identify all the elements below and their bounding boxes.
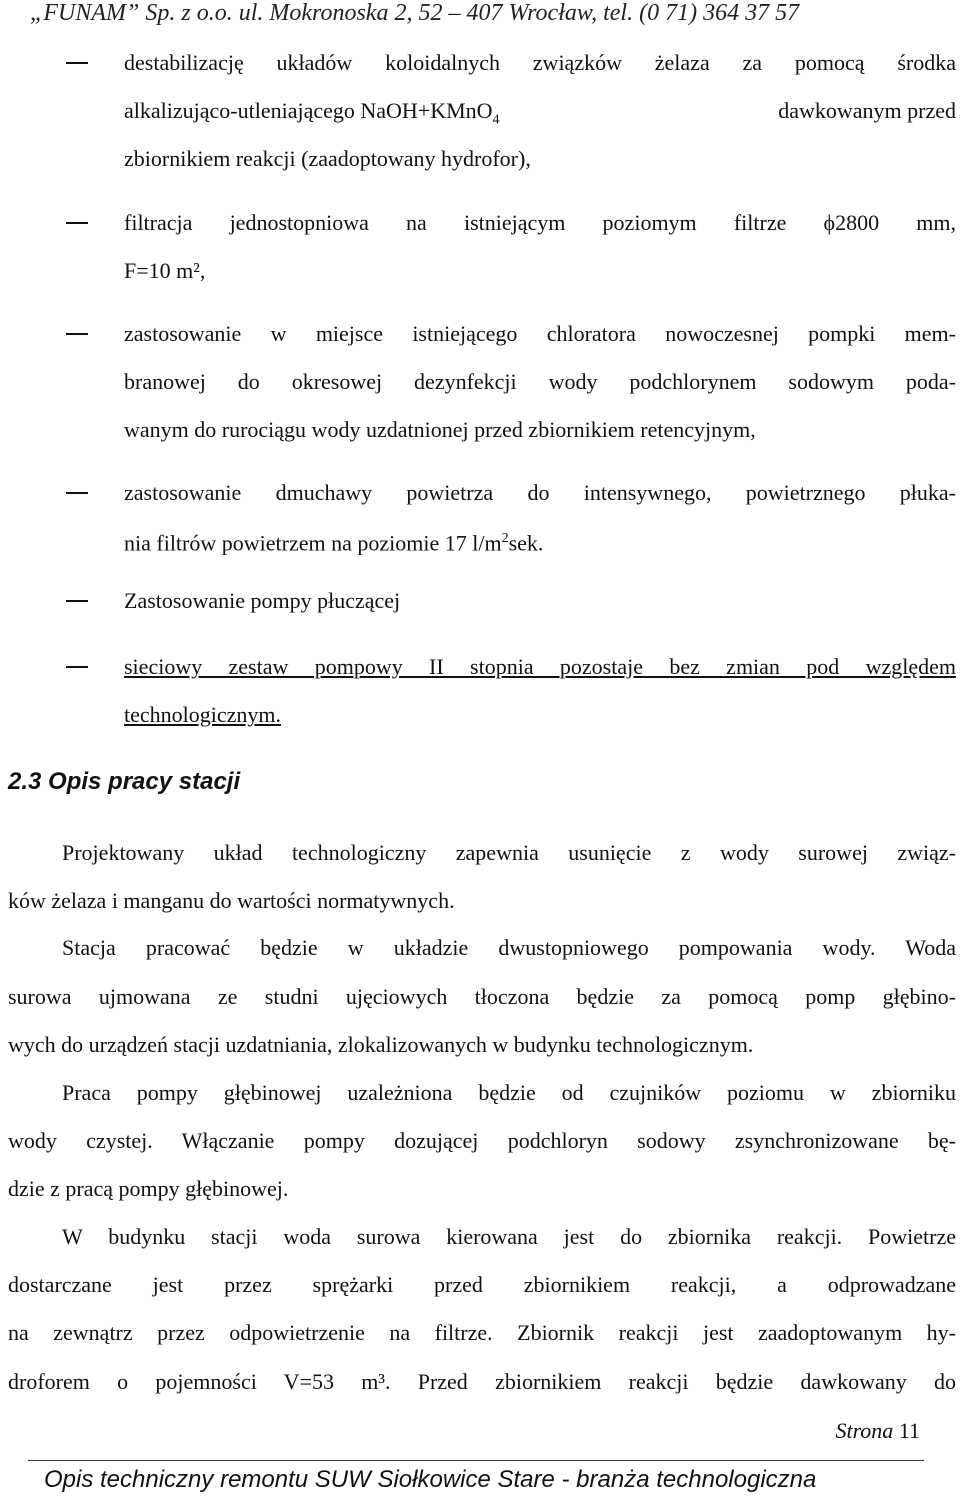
dash-bullet-icon (66, 600, 88, 602)
paragraph-line: W budynku stacji woda surowa kierowana jest do zbiornika reakcji. Powietrze (62, 1224, 956, 1249)
bullet-line: nia filtrów powietrzem na poziomie 17 $l/m^2sek$. (124, 530, 544, 556)
bullet-line: F=10 m², (124, 258, 206, 283)
dash-bullet-icon (66, 492, 88, 494)
paragraph-line: wody czystej. Włączanie pompy dozującej podchloryn sodowy zsynchronizowane bę- (8, 1128, 956, 1153)
bullet-line: zastosowanie w miejsce istniejącego chloratora nowoczesnej pompki mem- (124, 321, 956, 346)
paragraph-line: droforem o pojemności V=53 m³. Przed zbiornikiem reakcji będzie dawkowany do (8, 1369, 956, 1394)
bullet-line: wanym do rurociągu wody uzdatnionej przed zbiornikiem retencyjnym, (124, 417, 756, 442)
bullet-line: filtracja jednostopniowa na istniejącym poziomym filtrze ϕ2800 mm, (124, 210, 956, 235)
page-number-value: 11 (898, 1418, 920, 1443)
paragraph-line: dzie z pracą pompy głębinowej. (8, 1176, 289, 1201)
bullet-line: destabilizację układów koloidalnych związków żelaza za pomocą środka (124, 50, 956, 75)
bullet-line-tail: dawkowanym przed (778, 98, 956, 123)
page-number (835, 1418, 920, 1444)
dash-bullet-icon (66, 62, 88, 64)
dash-bullet-icon (66, 222, 88, 224)
bullet-line: sieciowy zestaw pompowy II stopnia pozostaje bez zmian pod względem (124, 654, 956, 679)
dash-bullet-icon (66, 333, 88, 335)
paragraph-line: surowa ujmowana ze studni ujęciowych tłoczona będzie za pomocą pomp głębino- (8, 984, 956, 1009)
paragraph-line: Praca pompy głębinowej uzależniona będzie od czujników poziomu w zbiorniku (62, 1080, 956, 1105)
bullet-line: branowej do okresowej dezynfekcji wody podchlorynem sodowym poda- (124, 369, 956, 394)
bullet-line: Zastosowanie pompy płuczącej (124, 588, 401, 613)
paragraph-line: dostarczane jest przez sprężarki przed zbiornikiem reakcji, a odprowadzane (8, 1272, 956, 1297)
superscript: 2 (501, 531, 509, 546)
footer-divider (28, 1460, 924, 1461)
section-heading: 2.3 Opis pracy stacji (8, 768, 241, 795)
bullet-line: zbiornikiem reakcji (zaadoptowany hydrofor), (124, 146, 531, 171)
paragraph-line: na zewnątrz przez odpowietrzenie na filtrze. Zbiornik reakcji jest zaadoptowanym hy- (8, 1320, 956, 1345)
paragraph-line: Projektowany układ technologiczny zapewnia usunięcie z wody surowej związ- (62, 840, 956, 865)
bullet-line: zastosowanie dmuchawy powietrza do intensywnego, powietrznego płuka- (124, 480, 956, 505)
dash-bullet-icon (66, 666, 88, 668)
bullet-line-text: alkalizująco-utleniającego NaOH+KMnO$_4$ (124, 98, 500, 128)
paragraph-line: ków żelaza i manganu do wartości normatywnych. (8, 888, 455, 913)
paragraph-line: wych do urządzeń stacji uzdatniania, zlokalizowanych w budynku technologicznym. (8, 1032, 754, 1057)
page-footer: Opis techniczny remontu SUW Siołkowice Stare - branża technologiczna (44, 1466, 817, 1493)
bullet-line: technologicznym. (124, 702, 282, 727)
page-number-label: Strona (835, 1418, 894, 1443)
paragraph-line: Stacja pracować będzie w układzie dwustopniowego pompowania wody. Woda (62, 935, 956, 960)
page-header: „FUNAM” Sp. z o.o. ul. Mokronoska 2, 52 – 407 Wrocław, tel. (0 71) 364 37 57 (30, 0, 800, 26)
bullet-line (124, 98, 956, 133)
subscript: 4 (492, 112, 500, 128)
